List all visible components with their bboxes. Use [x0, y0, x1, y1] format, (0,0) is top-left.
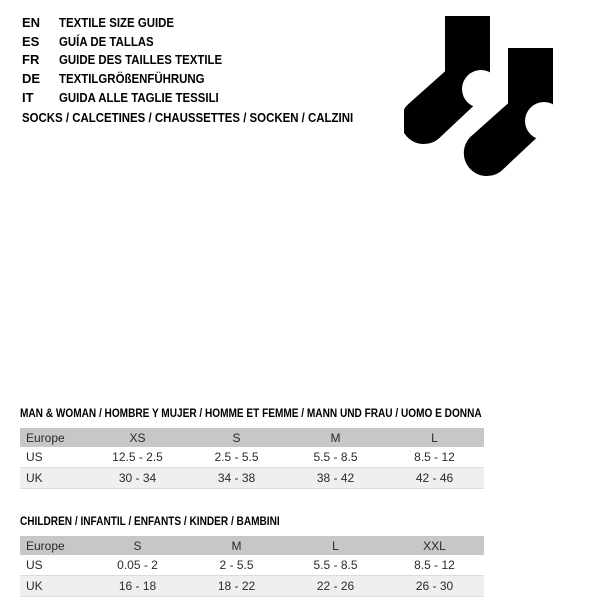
language-code: EN	[22, 14, 41, 30]
column-header-region: Europe	[20, 428, 88, 447]
table-title-text: CHILDREN / INFANTIL / ENFANTS / KINDER / BAMBINI	[20, 514, 280, 528]
size-value-cell: 16 - 18	[88, 576, 187, 597]
column-header-size: L	[385, 428, 484, 447]
table-row-uk	[20, 468, 484, 489]
table-header-row	[20, 428, 484, 447]
category-heading-text: SOCKS / CALCETINES / CHAUSSETTES / SOCKEN / CALZINI	[22, 110, 354, 125]
column-header-size: M	[286, 428, 385, 447]
size-value-cell: 42 - 46	[385, 468, 484, 489]
region-cell: US	[20, 555, 88, 576]
man-woman-size-table	[20, 428, 484, 489]
language-row	[22, 88, 244, 107]
table-title-text: MAN & WOMAN / HOMBRE Y MUJER / HOMME ET FEMME / MANN UND FRAU / UOMO E DONNA	[20, 406, 482, 420]
language-label: TEXTILGRÖßENFÜHRUNG	[59, 71, 205, 87]
category-heading	[22, 110, 398, 125]
size-value-cell: 5.5 - 8.5	[286, 447, 385, 468]
language-row	[22, 51, 244, 70]
column-header-size: XXL	[385, 536, 484, 555]
language-list	[22, 13, 244, 107]
size-value-cell: 8.5 - 12	[385, 555, 484, 576]
socks-icon	[404, 12, 568, 190]
region-cell: UK	[20, 468, 88, 489]
table-row-uk	[20, 576, 484, 597]
size-value-cell: 18 - 22	[187, 576, 286, 597]
table-row-us	[20, 447, 484, 468]
size-value-cell: 8.5 - 12	[385, 447, 484, 468]
children-size-table	[20, 536, 484, 597]
size-value-cell: 2.5 - 5.5	[187, 447, 286, 468]
size-value-cell: 34 - 38	[187, 468, 286, 489]
size-value-cell: 12.5 - 2.5	[88, 447, 187, 468]
table-title	[20, 406, 484, 420]
column-header-size: M	[187, 536, 286, 555]
size-value-cell: 0.05 - 2	[88, 555, 187, 576]
language-label: GUÍA DE TALLAS	[59, 33, 154, 49]
column-header-size: S	[187, 428, 286, 447]
language-label: GUIDA ALLE TAGLIE TESSILI	[59, 90, 219, 106]
size-table-man-woman	[20, 406, 484, 489]
column-header-size: S	[88, 536, 187, 555]
language-row	[22, 69, 244, 88]
size-tables	[20, 406, 484, 597]
column-header-size: XS	[88, 428, 187, 447]
size-value-cell: 5.5 - 8.5	[286, 555, 385, 576]
region-cell: UK	[20, 576, 88, 597]
size-value-cell: 38 - 42	[286, 468, 385, 489]
language-code: ES	[22, 33, 40, 49]
size-value-cell: 26 - 30	[385, 576, 484, 597]
size-value-cell: 2 - 5.5	[187, 555, 286, 576]
table-row-us	[20, 555, 484, 576]
language-code: IT	[22, 90, 34, 106]
size-value-cell: 30 - 34	[88, 468, 187, 489]
table-header-row	[20, 536, 484, 555]
column-header-size: L	[286, 536, 385, 555]
language-label: GUIDE DES TAILLES TEXTILE	[59, 52, 223, 68]
table-title	[20, 514, 484, 528]
region-cell: US	[20, 447, 88, 468]
size-table-children	[20, 514, 484, 597]
language-label: TEXTILE SIZE GUIDE	[59, 14, 175, 30]
size-value-cell: 22 - 26	[286, 576, 385, 597]
language-row	[22, 13, 244, 32]
column-header-region: Europe	[20, 536, 88, 555]
language-code: DE	[22, 71, 41, 87]
language-code: FR	[22, 52, 40, 68]
language-row	[22, 32, 244, 51]
